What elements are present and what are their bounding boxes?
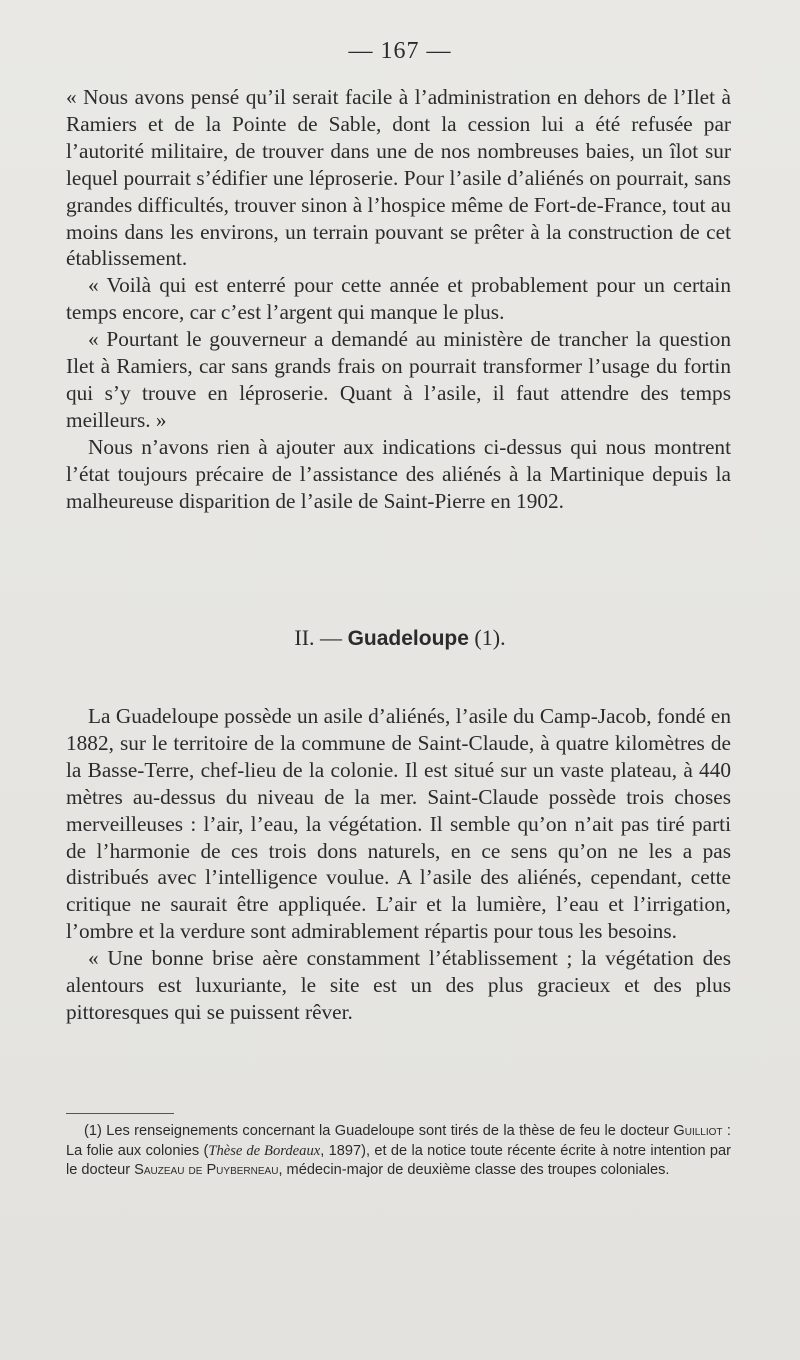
footnote-author: Sauzeau de Puyberneau [134, 1162, 279, 1178]
footnote-text: (1) Les renseignements concernant la Guadeloupe sont tirés de la thèse de feu le docteur [84, 1123, 674, 1139]
body-text-bottom [66, 703, 731, 1026]
footnote [66, 1122, 731, 1181]
section-heading [0, 625, 800, 651]
footnote-author: Guilliot [673, 1123, 723, 1139]
paragraph: « Une bonne brise aère constamment l’établissement ; la végétation des alentours est luxuriante, le site est un des plus gracieux et des plus pittoresques qui se puissent rêver. [66, 946, 731, 1024]
footnote-thesis-title: Thèse de Bordeaux [208, 1142, 321, 1159]
footnote-text: , 1897), et de la notice toute récente écrite à notre intention par le docteur [66, 1142, 731, 1178]
section-name: Guadeloupe [347, 627, 469, 650]
footnote-divider [66, 1113, 174, 1114]
footnote-text: : La folie aux colonies ( [66, 1123, 731, 1159]
section-number: II. — [294, 625, 343, 650]
paragraph: Nous n’avons rien à ajouter aux indications ci-dessus qui nous montrent l’état toujours précaire de l’assistance des aliénés à la Martinique depuis la malheureuse disparition de l’asile de Saint-Pierre en 1902. [66, 434, 731, 513]
paragraph: « Voilà qui est enterré pour cette année et probablement pour un certain temps encore, car c’est l’argent qui manque le plus. [66, 273, 731, 325]
paragraph: « Nous avons pensé qu’il serait facile à l’administration en dehors de l’Ilet à Ramiers et de la Pointe de Sable, dont la cession lui a été refusée par l’autorité militaire, de trouver dans une de nos nombreuses baies, un îlot sur lequel pourrait s’édifier une léproserie. Pour l’asile d’aliénés on pourrait, sans grandes difficultés, trouver sinon à l’hospice même de Fort-de-France, tout au moins dans les environs, un terrain pouvant se prêter à la construction de cet établissement. [66, 85, 731, 271]
body-text-top [66, 84, 731, 515]
paragraph: La Guadeloupe possède un asile d’aliénés, l’asile du Camp-Jacob, fondé en 1882, sur le territoire de la commune de Saint-Claude, à quatre kilomètres de la Basse-Terre, chef-lieu de la colonie. Il est situé sur un vaste plateau, à 440 mètres au-dessus du niveau de la mer. Saint-Claude possède trois choses merveilleuses : l’air, l’eau, la végétation. Il semble qu’on n’ait pas tiré parti de l’harmonie de ces trois dons naturels, en ce sens qu’on ne les a pas distribués avec l’intelligence voulue. A l’asile des aliénés, cependant, cette critique ne saurait être appliquée. L’air et la lumière, l’eau et l’irrigation, l’ombre et la verdure sont admirablement répartis pour tous les besoins. [66, 704, 731, 944]
footnote-ref: (1). [474, 625, 506, 650]
footnote-text: , médecin-major de deuxième classe des troupes coloniales. [278, 1162, 670, 1178]
paragraph: « Pourtant le gouverneur a demandé au ministère de trancher la question Ilet à Ramiers, car sans grands frais on pourrait transformer l’usage du fortin qui s’y trouve en léproserie. Quant à l’asile, il faut attendre des temps meilleurs. » [66, 327, 731, 432]
page-number: — 167 — [348, 38, 452, 64]
